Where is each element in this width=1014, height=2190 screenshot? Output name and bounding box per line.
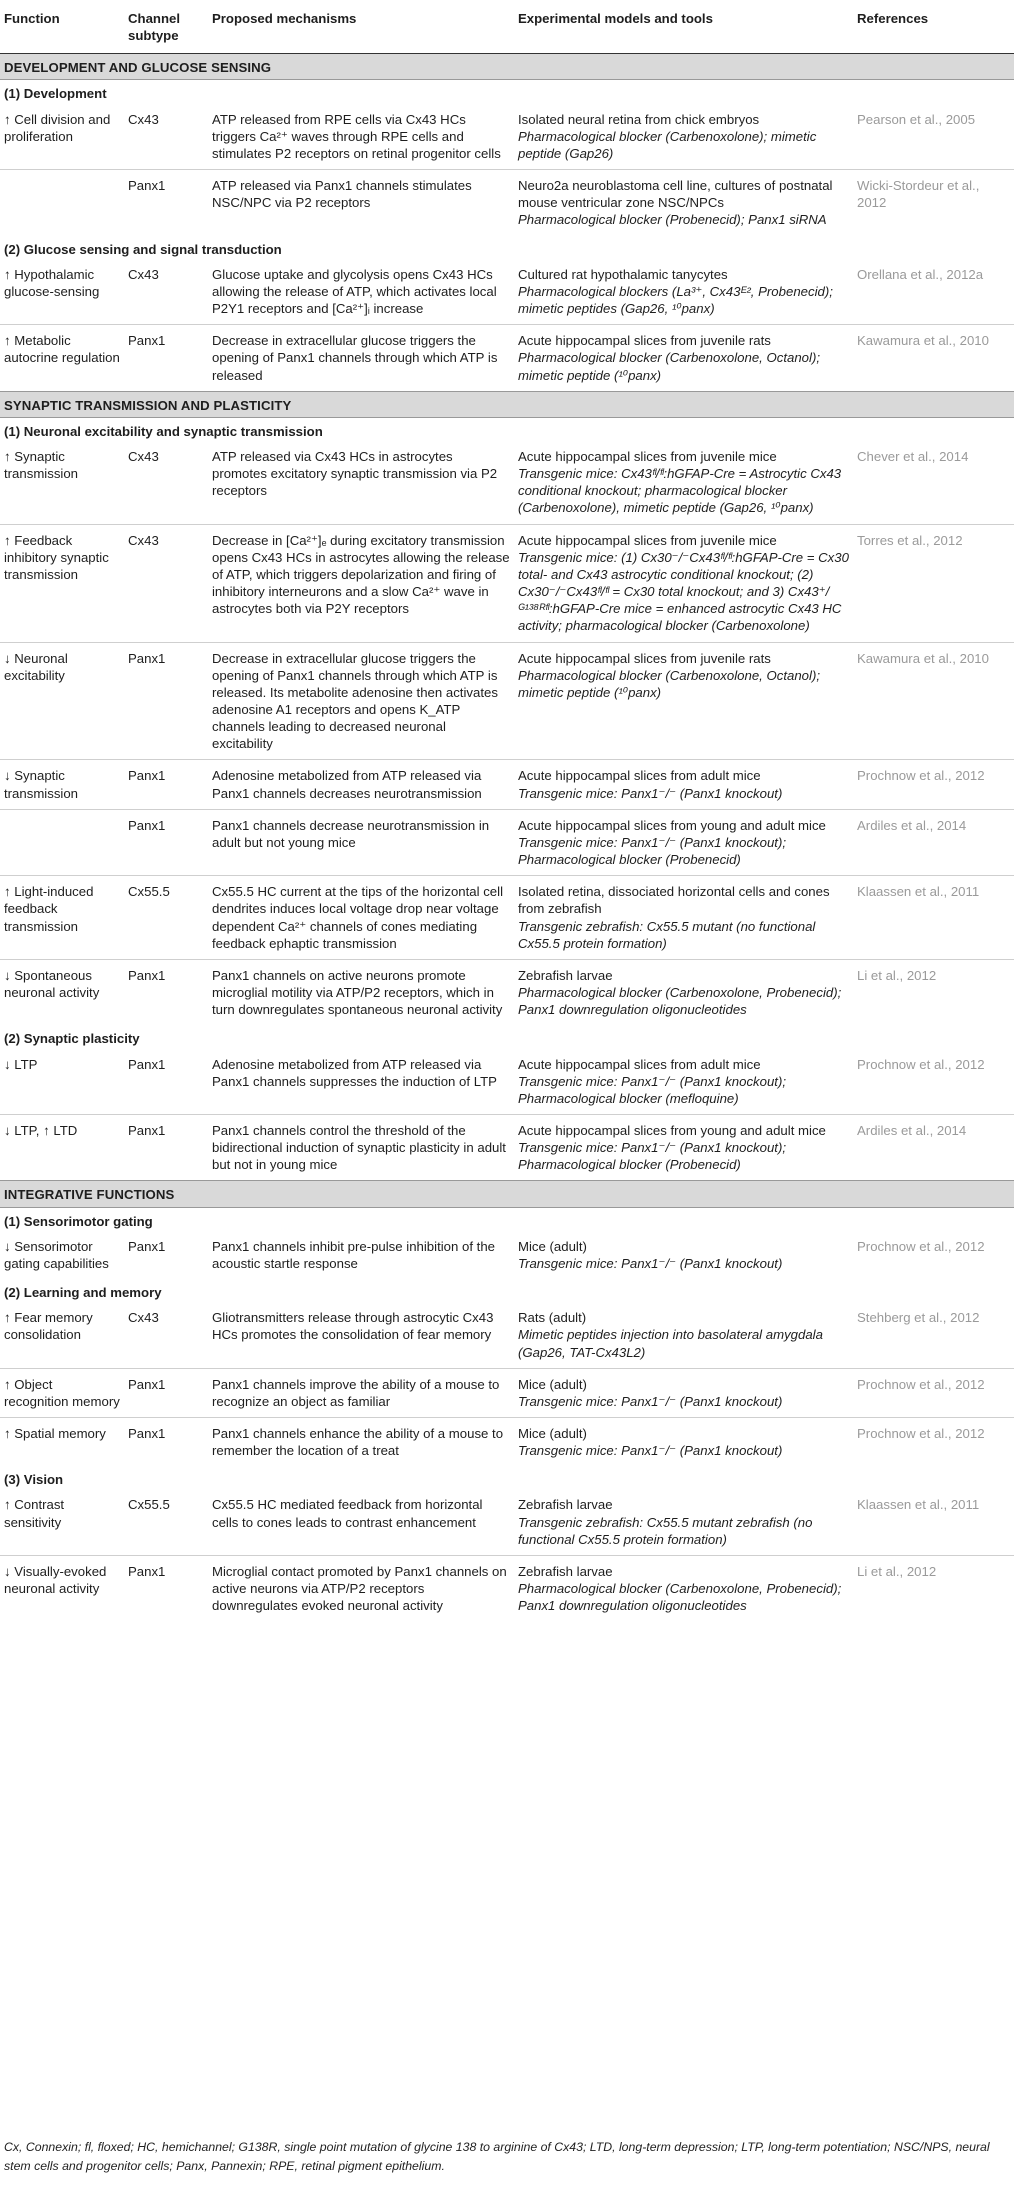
table-row xyxy=(0,1049,1014,1115)
tools-text: Transgenic mice: Panx1⁻/⁻ (Panx1 knockout); Pharmacological blocker (Probenecid) xyxy=(518,1140,787,1173)
tools-text: Transgenic zebrafish: Cx55.5 mutant zebrafish (no functional Cx55.5 protein formation) xyxy=(518,1514,813,1547)
cell-channel: Panx1 xyxy=(124,642,208,760)
subsection-row xyxy=(0,236,1014,259)
cell-channel: Panx1 xyxy=(128,1056,166,1072)
header-function: Function xyxy=(0,0,124,54)
cell-mechanism: Panx1 channels control the threshold of the bidirectional induction of synaptic plasticity in adult but not in young mice xyxy=(208,1114,514,1180)
table-row xyxy=(0,524,1014,642)
cell-channel: Panx1 xyxy=(124,1368,208,1417)
table-row xyxy=(0,104,1014,170)
subsection-row xyxy=(0,1207,1014,1231)
header-references: References xyxy=(853,0,1014,54)
table-row xyxy=(0,1555,1014,1621)
cell-reference: Torres et al., 2012 xyxy=(853,524,1014,642)
table-row xyxy=(0,876,1014,960)
cell-model xyxy=(514,104,853,170)
cell-reference: Prochnow et al., 2012 xyxy=(853,1368,1014,1417)
cell-reference: Klaassen et al., 2011 xyxy=(853,876,1014,960)
tools-text: Pharmacological blocker (Carbenoxolone, Octanol); mimetic peptide (¹⁰panx) xyxy=(518,350,820,383)
cell-mechanism: Glucose uptake and glycolysis opens Cx43 HCs allowing the release of ATP, which activates local P2Y1 receptors and [Ca²⁺]ᵢ increase xyxy=(212,266,497,317)
cell-function xyxy=(0,170,124,236)
tools-text: Transgenic mice: Panx1⁻/⁻ (Panx1 knockout) xyxy=(518,1393,783,1409)
model-text: Neuro2a neuroblastoma cell line, cultures of postnatal mouse ventricular zone NSC/NPCs xyxy=(518,178,833,211)
section-row xyxy=(0,391,1014,417)
cell-reference: Kawamura et al., 2010 xyxy=(853,642,1014,760)
cell-mechanism: Gliotransmitters release through astrocytic Cx43 HCs promotes the consolidation of fear memory xyxy=(212,1310,494,1343)
cell-model xyxy=(514,259,853,325)
model-text: Zebrafish larvae xyxy=(518,1563,613,1579)
cell-mechanism: Panx1 channels improve the ability of a mouse to recognize an object as familiar xyxy=(208,1368,514,1417)
cell-channel: Panx1 xyxy=(124,1114,208,1180)
tools-text: Transgenic mice: Panx1⁻/⁻ (Panx1 knockout); Pharmacological blocker (mefloquine) xyxy=(518,1073,787,1106)
table-row xyxy=(0,1231,1014,1279)
cell-reference: Li et al., 2012 xyxy=(853,1555,1014,1621)
cell-function: ↑ Cell division and proliferation xyxy=(4,111,111,144)
cell-reference: Prochnow et al., 2012 xyxy=(853,760,1014,809)
model-text: Isolated neural retina from chick embryos xyxy=(518,111,760,127)
model-text: Acute hippocampal slices from juvenile rats xyxy=(518,650,771,666)
cell-reference: Kawamura et al., 2010 xyxy=(853,325,1014,391)
cell-mechanism: ATP released from RPE cells via Cx43 HCs triggers Ca²⁺ waves through RPE cells and stimulates P2 receptors on retinal progenitor cells xyxy=(212,111,501,161)
cell-reference: Wicki-Stordeur et al., 2012 xyxy=(853,170,1014,236)
table-body xyxy=(0,54,1014,1622)
section-title: SYNAPTIC TRANSMISSION AND PLASTICITY xyxy=(0,391,1014,417)
table-row xyxy=(0,760,1014,809)
table-row xyxy=(0,441,1014,524)
cell-mechanism: Cx55.5 HC current at the tips of the horizontal cell dendrites induces local voltage drop near voltage dependent Ca²⁺ channels of cones mediating feedback ephaptic transmission xyxy=(208,876,514,960)
table-row xyxy=(0,809,1014,875)
cell-mechanism: ATP released via Panx1 channels stimulates NSC/NPC via P2 receptors xyxy=(208,170,514,236)
cell-mechanism: Decrease in [Ca²⁺]ₑ during excitatory transmission opens Cx43 HCs in astrocytes allowing the release of ATP, which triggers depolarization and firing of inhibitory interneurons and a slow Ca²⁺ wave in astrocytes both via P2Y receptors xyxy=(208,524,514,642)
cell-model xyxy=(514,876,853,960)
cell-function: ↑ Hypothalamic glucose-sensing xyxy=(4,266,100,299)
table-row xyxy=(0,1489,1014,1555)
model-text: Mice (adult) xyxy=(518,1238,587,1254)
cell-model xyxy=(514,170,853,236)
cell-reference: Pearson et al., 2005 xyxy=(857,111,976,127)
subsection-row xyxy=(0,417,1014,441)
tools-text: Pharmacological blocker (Carbenoxolone, Probenecid); Panx1 downregulation oligonucleotides xyxy=(518,985,842,1018)
model-text: Acute hippocampal slices from juvenile rats xyxy=(518,333,771,349)
subsection-title: (1) Development xyxy=(4,86,107,102)
cell-model xyxy=(514,441,853,524)
model-text: Rats (adult) xyxy=(518,1310,587,1326)
cell-reference: Ardiles et al., 2014 xyxy=(853,809,1014,875)
cell-reference: Orellana et al., 2012a xyxy=(857,266,984,282)
cell-function: ↑ Fear memory consolidation xyxy=(4,1310,93,1343)
tools-text: Pharmacological blocker (Carbenoxolone, Probenecid); Panx1 downregulation oligonucleotides xyxy=(518,1581,842,1614)
cell-model xyxy=(514,1555,853,1621)
cell-mechanism: Panx1 channels decrease neurotransmission in adult but not young mice xyxy=(208,809,514,875)
table-row xyxy=(0,1418,1014,1467)
model-text: Cultured rat hypothalamic tanycytes xyxy=(518,266,728,282)
model-text: Acute hippocampal slices from adult mice xyxy=(518,768,761,784)
table-row xyxy=(0,642,1014,760)
cell-mechanism: Panx1 channels enhance the ability of a mouse to remember the location of a treat xyxy=(208,1418,514,1467)
table-row xyxy=(0,1302,1014,1368)
cell-channel: Panx1 xyxy=(124,1555,208,1621)
tools-text: Pharmacological blocker (Carbenoxolone); mimetic peptide (Gap26) xyxy=(518,128,817,161)
cell-channel: Panx1 xyxy=(124,1418,208,1467)
subsection-title: (2) Synaptic plasticity xyxy=(4,1031,140,1047)
section-title: INTEGRATIVE FUNCTIONS xyxy=(0,1181,1014,1207)
model-text: Isolated retina, dissociated horizontal cells and cones from zebrafish xyxy=(518,884,830,917)
tools-text: Transgenic mice: Panx1⁻/⁻ (Panx1 knockout) xyxy=(518,1255,783,1271)
cell-model xyxy=(514,809,853,875)
cell-function: ↓ Visually-evoked neuronal activity xyxy=(0,1555,124,1621)
table-row xyxy=(0,325,1014,391)
cell-model xyxy=(514,1114,853,1180)
tools-text: Transgenic mice: Panx1⁻/⁻ (Panx1 knockout) xyxy=(518,785,783,801)
subsection-title: (2) Glucose sensing and signal transduction xyxy=(4,241,282,257)
subsection-title: (2) Learning and memory xyxy=(4,1285,162,1301)
section-title: DEVELOPMENT AND GLUCOSE SENSING xyxy=(0,54,1014,80)
table-row xyxy=(0,1368,1014,1417)
header-channel: Channel subtype xyxy=(124,0,208,54)
cell-channel: Panx1 xyxy=(124,325,208,391)
cell-function: ↑ Synaptic transmission xyxy=(4,448,79,482)
cell-function: ↑ Light-induced feedback transmission xyxy=(0,876,124,960)
cell-function: ↓ Synaptic transmission xyxy=(0,760,124,809)
cell-function xyxy=(0,809,124,875)
cell-function: ↓ Spontaneous neuronal activity xyxy=(0,959,124,1025)
cell-reference: Klaassen et al., 2011 xyxy=(857,1497,980,1513)
cell-function: ↓ LTP xyxy=(4,1056,38,1072)
tools-text: Transgenic mice: Cx43ᶠˡ/ᶠˡ:hGFAP-Cre = Astrocytic Cx43 conditional knockout; pharmacological blocker (Carbenoxolone), mimetic peptide (Gap26, ¹⁰panx) xyxy=(518,466,842,516)
cell-mechanism: Decrease in extracellular glucose triggers the opening of Panx1 channels through which ATP is released xyxy=(208,325,514,391)
cell-model xyxy=(514,642,853,760)
cell-channel: Panx1 xyxy=(128,1238,166,1254)
tools-text: Pharmacological blocker (Probenecid); Panx1 siRNA xyxy=(518,212,827,228)
cell-function: ↑ Metabolic autocrine regulation xyxy=(0,325,124,391)
tools-text: Pharmacological blockers (La³⁺, Cx43ᴱ², Probenecid); mimetic peptides (Gap26, ¹⁰panx) xyxy=(518,283,833,317)
cell-reference: Prochnow et al., 2012 xyxy=(853,1418,1014,1467)
cell-function: ↓ LTP, ↑ LTD xyxy=(0,1114,124,1180)
cell-channel: Panx1 xyxy=(124,959,208,1025)
subsection-row xyxy=(0,80,1014,104)
cell-model xyxy=(514,959,853,1025)
cell-mechanism: Adenosine metabolized from ATP released via Panx1 channels suppresses the induction of LTP xyxy=(212,1056,497,1089)
cell-function: ↑ Object recognition memory xyxy=(0,1368,124,1417)
tools-text: Transgenic mice: Panx1⁻/⁻ (Panx1 knockout) xyxy=(518,1443,783,1459)
tools-text: Pharmacological blocker (Carbenoxolone, Octanol); mimetic peptide (¹⁰panx) xyxy=(518,667,820,700)
cell-mechanism: Microglial contact promoted by Panx1 channels on active neurons via ATP/P2 receptors downregulates evoked neuronal activity xyxy=(208,1555,514,1621)
cell-channel: Cx55.5 xyxy=(128,1497,170,1513)
tools-text: Transgenic mice: (1) Cx30⁻/⁻Cx43ᶠˡ/ᶠˡ:hGFAP-Cre = Cx30 total- and Cx43 astrocytic conditional knockout; (2) Cx30⁻/⁻Cx43ᶠˡ/ᶠˡ = Cx30 total knockout; and 3) Cx43⁺/ᴳ¹³⁸ᴿᶠˡ:hGFAP-Cre mice = enhanced astrocytic Cx43 HC activity; pharmacological blocker (Carbenoxolone) xyxy=(518,549,849,634)
table-row xyxy=(0,259,1014,325)
subsection-title: (1) Sensorimotor gating xyxy=(4,1213,153,1229)
model-text: Acute hippocampal slices from juvenile mice xyxy=(518,448,777,464)
cell-model xyxy=(514,325,853,391)
cell-function: ↓ Neuronal excitability xyxy=(0,642,124,760)
tools-text: Transgenic mice: Panx1⁻/⁻ (Panx1 knockout); Pharmacological blocker (Probenecid) xyxy=(518,834,787,868)
cell-channel: Cx55.5 xyxy=(124,876,208,960)
cell-mechanism: Decrease in extracellular glucose triggers the opening of Panx1 channels through which ATP is released. Its metabolite adenosine then activates adenosine A1 receptors and opens K_ATP channels leading to decreased neuronal excitability xyxy=(208,642,514,760)
model-text: Zebrafish larvae xyxy=(518,1497,613,1513)
cell-model xyxy=(514,760,853,809)
subsection-title: (3) Vision xyxy=(4,1472,64,1488)
section-row xyxy=(0,1181,1014,1207)
cell-model xyxy=(514,524,853,642)
cell-model xyxy=(514,1231,853,1279)
cell-function: ↓ Sensorimotor gating capabilities xyxy=(4,1238,109,1271)
cell-reference: Li et al., 2012 xyxy=(853,959,1014,1025)
model-text: Acute hippocampal slices from young and adult mice xyxy=(518,817,826,833)
cell-model xyxy=(514,1049,853,1115)
cell-channel: Cx43 xyxy=(128,266,159,282)
model-text: Acute hippocampal slices from young and adult mice xyxy=(518,1122,826,1138)
cell-channel: Cx43 xyxy=(128,1310,159,1326)
table-row xyxy=(0,170,1014,236)
subsection-title: (1) Neuronal excitability and synaptic transmission xyxy=(4,423,323,439)
cell-reference: Chever et al., 2014 xyxy=(857,448,969,464)
subsection-row xyxy=(0,1279,1014,1302)
table-header xyxy=(0,0,1014,54)
model-text: Zebrafish larvae xyxy=(518,967,613,983)
model-text: Mice (adult) xyxy=(518,1376,587,1392)
cell-mechanism: Adenosine metabolized from ATP released via Panx1 channels decreases neurotransmission xyxy=(208,760,514,809)
cell-mechanism: Cx55.5 HC mediated feedback from horizontal cells to cones leads to contrast enhancement xyxy=(212,1497,483,1530)
cell-reference: Prochnow et al., 2012 xyxy=(857,1056,985,1072)
cell-model xyxy=(514,1489,853,1555)
subsection-row xyxy=(0,1466,1014,1489)
cell-reference: Ardiles et al., 2014 xyxy=(853,1114,1014,1180)
cell-function: ↑ Contrast sensitivity xyxy=(4,1497,65,1530)
cell-channel: Cx43 xyxy=(124,524,208,642)
header-mechanisms: Proposed mechanisms xyxy=(208,0,514,54)
model-text: Mice (adult) xyxy=(518,1426,587,1441)
cell-function: ↑ Feedback inhibitory synaptic transmission xyxy=(0,524,124,642)
cell-reference: Stehberg et al., 2012 xyxy=(857,1310,980,1326)
cell-channel: Cx43 xyxy=(128,111,159,127)
cell-mechanism: Panx1 channels inhibit pre-pulse inhibition of the acoustic startle response xyxy=(212,1238,495,1271)
cell-model xyxy=(514,1418,853,1467)
subsection-row xyxy=(0,1025,1014,1048)
cell-model xyxy=(514,1302,853,1368)
tools-text: Mimetic peptides injection into basolateral amygdala (Gap26, TAT-Cx43L2) xyxy=(518,1327,823,1360)
tools-text: Transgenic zebrafish: Cx55.5 mutant (no functional Cx55.5 protein formation) xyxy=(518,918,816,951)
model-text: Acute hippocampal slices from adult mice xyxy=(518,1056,761,1072)
table-row xyxy=(0,959,1014,1025)
cell-model xyxy=(514,1368,853,1417)
cell-reference: Prochnow et al., 2012 xyxy=(857,1238,985,1254)
cell-function: ↑ Spatial memory xyxy=(0,1418,124,1467)
table-footnote: Cx, Connexin; fl, floxed; HC, hemichannel; G138R, single point mutation of glycine 138 to arginine of Cx43; LTD, long-term depression; LTP, long-term potentiation; NSC/NPS, neural stem cells and progenitor cells; Panx, Pannexin; RPE, retinal pigment epithelium. xyxy=(4,2140,990,2174)
section-row xyxy=(0,54,1014,80)
cell-channel: Panx1 xyxy=(124,170,208,236)
cell-channel: Panx1 xyxy=(124,809,208,875)
table-row xyxy=(0,1114,1014,1180)
cell-mechanism: ATP released via Cx43 HCs in astrocytes promotes excitatory synaptic transmission via P2 receptors xyxy=(212,448,498,499)
header-models: Experimental models and tools xyxy=(514,0,853,54)
cell-channel: Panx1 xyxy=(124,760,208,809)
cell-channel: Cx43 xyxy=(128,448,159,464)
cell-mechanism: Panx1 channels on active neurons promote microglial motility via ATP/P2 receptors, which in turn downregulates spontaneous neuronal activity xyxy=(208,959,514,1025)
model-text: Acute hippocampal slices from juvenile mice xyxy=(518,532,777,548)
